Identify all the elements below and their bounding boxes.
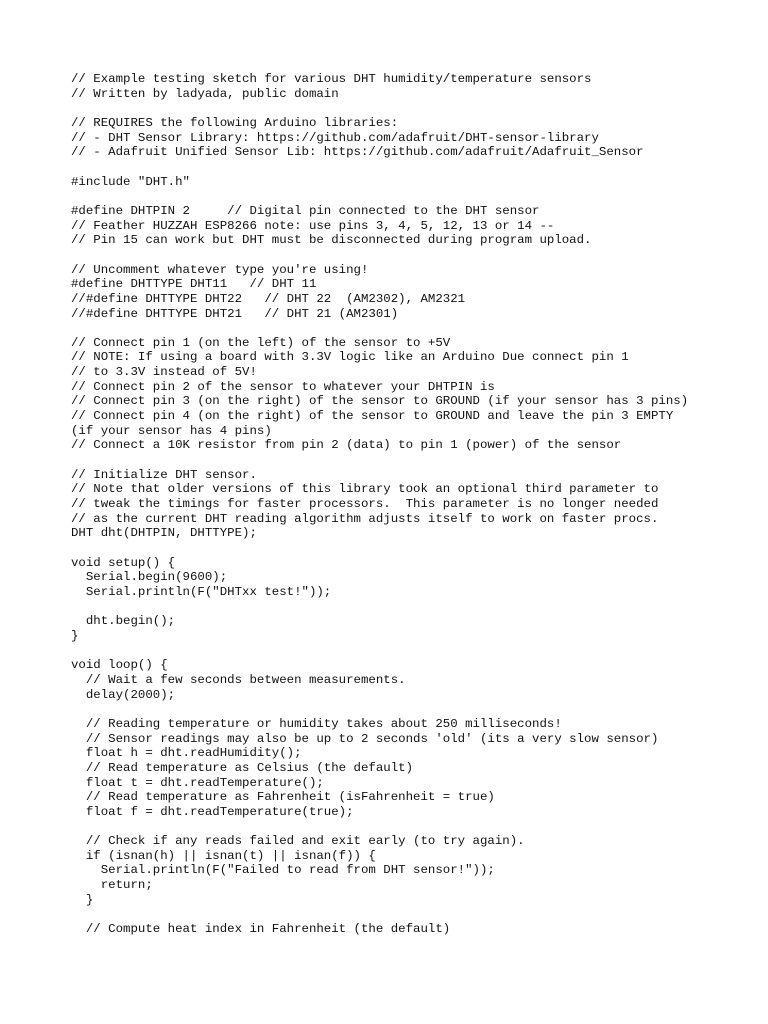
code-line: void setup() { [71, 555, 176, 570]
code-line: // Read temperature as Fahrenheit (isFahrenheit = true) [71, 790, 495, 805]
code-line: // Check if any reads failed and exit early (to try again). [71, 834, 525, 849]
code-line: // Feather HUZZAH ESP8266 note: use pins 3, 4, 5, 12, 13 or 14 -- [71, 218, 555, 233]
code-line: } [71, 628, 79, 643]
code-line: // Wait a few seconds between measurements. [71, 672, 406, 687]
code-line: // Initialize DHT sensor. [71, 467, 257, 482]
code-line: if (isnan(h) || isnan(t) || isnan(f)) { [71, 848, 376, 863]
code-line: #define DHTPIN 2 // Digital pin connected to the DHT sensor [71, 203, 540, 218]
code-line: } [71, 892, 94, 907]
code-line: // Connect a 10K resistor from pin 2 (data) to pin 1 (power) of the sensor [71, 438, 622, 453]
code-line: Serial.println(F("Failed to read from DHT sensor!")); [71, 863, 495, 878]
code-line: (if your sensor has 4 pins) [71, 423, 272, 438]
code-line: // REQUIRES the following Arduino libraries: [71, 115, 399, 130]
code-line: // - DHT Sensor Library: https://github.com/adafruit/DHT-sensor-library [71, 130, 599, 145]
code-line: //#define DHTTYPE DHT22 // DHT 22 (AM2302), AM2321 [71, 291, 466, 306]
code-line: float t = dht.readTemperature(); [71, 775, 324, 790]
code-line: float h = dht.readHumidity(); [71, 746, 302, 761]
code-line: DHT dht(DHTPIN, DHTTYPE); [71, 526, 257, 541]
code-line: // to 3.3V instead of 5V! [71, 365, 257, 380]
blank-line [71, 453, 761, 468]
code-line: // - Adafruit Unified Sensor Lib: https://github.com/adafruit/Adafruit_Sensor [71, 145, 644, 160]
blank-line [71, 600, 761, 615]
blank-line [71, 702, 761, 717]
code-line: // NOTE: If using a board with 3.3V logic like an Arduino Due connect pin 1 [71, 350, 629, 365]
blank-line [71, 907, 761, 922]
code-line: // Connect pin 4 (on the right) of the sensor to GROUND and leave the pin 3 EMPTY [71, 409, 674, 424]
code-line: // Sensor readings may also be up to 2 seconds 'old' (its a very slow sensor) [71, 731, 659, 746]
code-line: #define DHTTYPE DHT11 // DHT 11 [71, 277, 317, 292]
blank-line [71, 819, 761, 834]
code-line: // Compute heat index in Fahrenheit (the default) [71, 922, 451, 937]
code-line: // Note that older versions of this library took an optional third parameter to [71, 482, 659, 497]
code-line: // Reading temperature or humidity takes about 250 milliseconds! [71, 716, 562, 731]
blank-line [71, 644, 761, 659]
code-line: // Connect pin 1 (on the left) of the sensor to +5V [71, 335, 451, 350]
code-line: //#define DHTTYPE DHT21 // DHT 21 (AM2301) [71, 306, 399, 321]
code-line: // as the current DHT reading algorithm adjusts itself to work on faster procs. [71, 511, 659, 526]
blank-line [71, 189, 761, 204]
code-line: #include "DHT.h" [71, 174, 190, 189]
code-line: void loop() { [71, 658, 168, 673]
code-line: // Connect pin 3 (on the right) of the sensor to GROUND (if your sensor has 3 pins) [71, 394, 689, 409]
code-line: delay(2000); [71, 687, 176, 702]
code-line: // Uncomment whatever type you're using! [71, 262, 369, 277]
blank-line [71, 101, 761, 116]
code-line: // tweak the timings for faster processors. This parameter is no longer needed [71, 497, 659, 512]
code-line: // Connect pin 2 of the sensor to whatever your DHTPIN is [71, 379, 495, 394]
blank-line [71, 160, 761, 175]
code-line: return; [71, 878, 153, 893]
code-line: dht.begin(); [71, 614, 176, 629]
code-line: // Written by ladyada, public domain [71, 86, 339, 101]
code-line: Serial.begin(9600); [71, 570, 228, 585]
code-line: Serial.println(F("DHTxx test!")); [71, 584, 332, 599]
code-line: // Example testing sketch for various DHT humidity/temperature sensors [71, 72, 592, 86]
code-line: // Read temperature as Celsius (the default) [71, 760, 414, 775]
code-listing [71, 72, 761, 937]
code-line: float f = dht.readTemperature(true); [71, 804, 354, 819]
code-line: // Pin 15 can work but DHT must be disconnected during program upload. [71, 233, 592, 248]
blank-line [71, 541, 761, 556]
blank-line [71, 248, 761, 263]
blank-line [71, 321, 761, 336]
